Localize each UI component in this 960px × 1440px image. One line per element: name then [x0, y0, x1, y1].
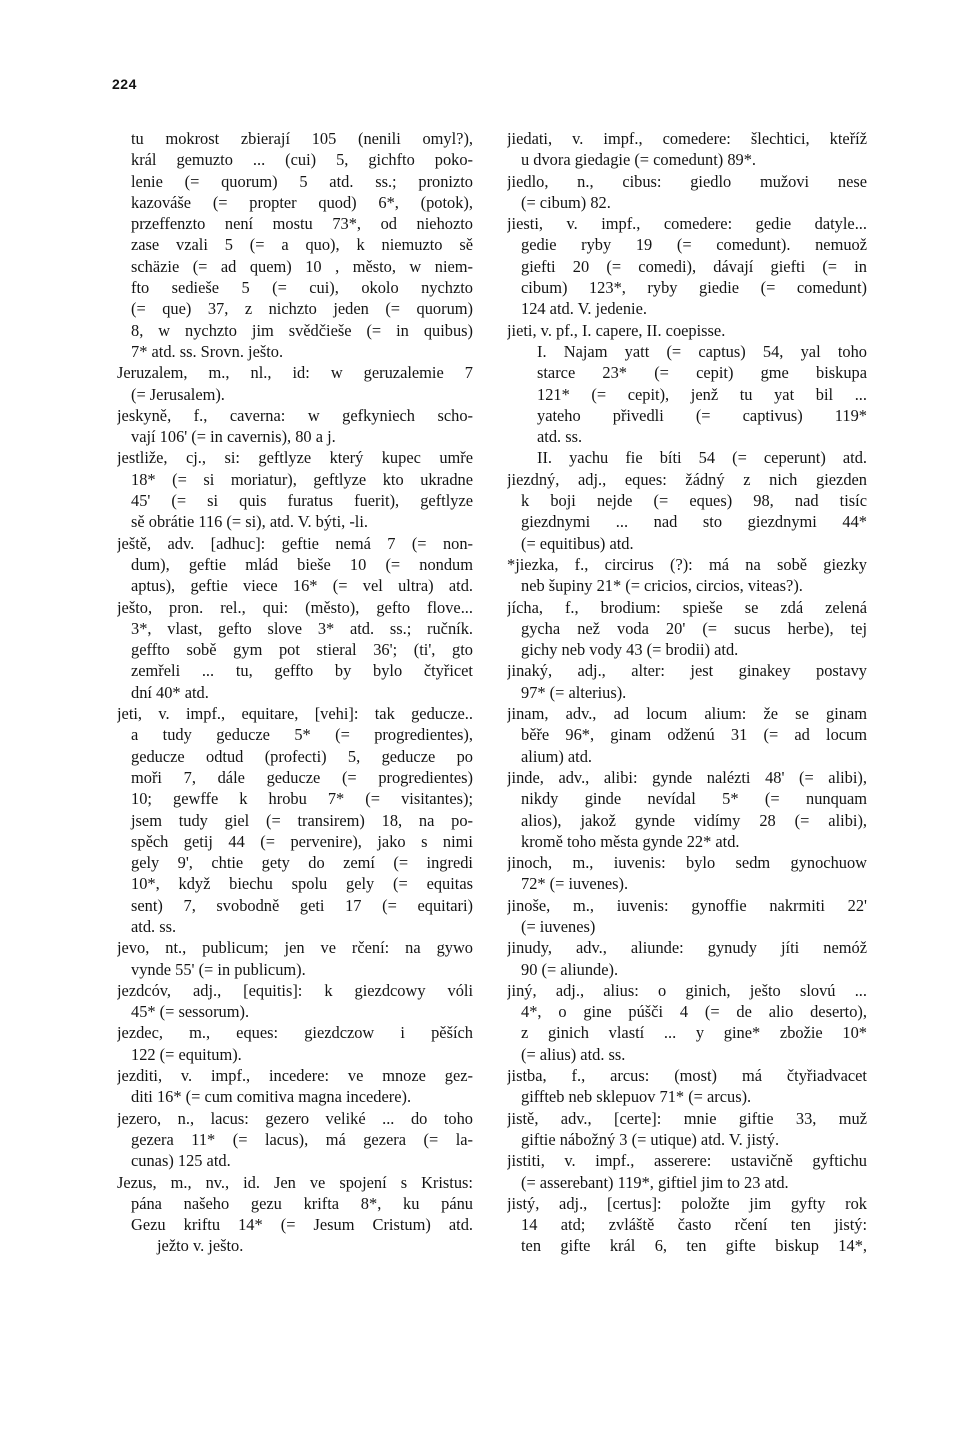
- text-line: 3*, vlast, gefto slove 3* atd. ss.; ručník.: [131, 618, 473, 638]
- text-line: (= que) 37, z nichzto jeden (= quorum): [131, 299, 473, 319]
- text-line: jeti, v. impf., equitare, [vehi]: tak geducze..: [117, 704, 473, 724]
- text-line: jinam, adv., ad locum alium: že se ginam: [507, 704, 867, 724]
- text-line: 124 atd. V. jedenie.: [521, 299, 647, 319]
- text-line: aptus), geftie viece 16* (= vel ultra) atd.: [131, 576, 473, 596]
- text-line: jezdcóv, adj., [equitis]: k giezdcowy vóli: [117, 980, 473, 1000]
- text-line: jiesti, v. impf., comedere: gedie datyle...: [507, 214, 867, 234]
- text-line: *jiezka, f., circirus (?): má na sobě giezky: [507, 554, 867, 574]
- text-line: 10*, když biechu spolu gely (= equitas: [131, 874, 473, 894]
- page-number: 224: [112, 76, 137, 92]
- text-line: vynde 55' (= in publicum).: [131, 959, 306, 979]
- text-line: lenie (= quorum) 5 atd. ss.; pronizto: [131, 171, 473, 191]
- text-line: jinoše, m., iuvenis: gynoffie nakrmiti 22': [507, 895, 867, 915]
- text-line: jezdec, m., eques: giezdczow i pěších: [117, 1023, 473, 1043]
- text-line: gichy neb vody 43 (= brodii) atd.: [521, 640, 739, 660]
- text-line: giezdnymi ... nad sto giezdnymi 44*: [521, 512, 867, 532]
- text-line: 121* (= cepit), jenž tu yat bil ...: [537, 384, 867, 404]
- text-line: k boji nejde (= eques) 98, nad tisíc: [521, 491, 867, 511]
- text-line: diti 16* (= cum comitiva magna incedere).: [131, 1087, 412, 1107]
- text-line: ten gifte král 6, ten gifte biskup 14*,: [521, 1236, 867, 1256]
- text-line: pána našeho gezu krifta 8*, ku pánu: [131, 1193, 473, 1213]
- text-line: yateho přivedli (= captivus) 119*: [537, 405, 867, 425]
- text-line: tu mokrost zbierají 105 (nenili omyl?),: [131, 129, 473, 148]
- text-line: jiedati, v. impf., comedere: šlechtici, kteříž: [507, 129, 867, 148]
- text-line: atd. ss.: [131, 916, 177, 936]
- text-line: 14 atd; zvláště často rčení ten jistý:: [521, 1215, 867, 1235]
- text-line: jinaký, adj., alter: jest ginakey postavy: [507, 661, 867, 681]
- text-line: jinoch, m., iuvenis: bylo sedm gynochuow: [507, 853, 867, 873]
- text-line: giftie nábožný 3 (= utique) atd. V. jistý.: [521, 1129, 780, 1149]
- text-line: 97* (= alterius).: [521, 682, 627, 702]
- text-line: dum), geftie mlád bieše 10 (= nondum: [131, 554, 473, 574]
- text-line: schäzie (= ad quem) 10 , město, w niem-: [131, 256, 473, 276]
- text-line: jieti, v. pf., I. capere, II. coepisse.: [507, 320, 726, 340]
- text-line: Jeruzalem, m., nl., id: w geruzalemie 7: [117, 363, 473, 383]
- text-line: gely 9', chtie gety do zemí (= ingredi: [131, 853, 473, 873]
- text-line: jestliže, cj., si: geftlyze který kupec umře: [117, 448, 473, 468]
- text-line: z ginich vlastí ... y gine* zbožie 10*: [521, 1023, 867, 1043]
- text-line: (= asserebant) 119*, giftiel jim to 23 atd.: [521, 1172, 789, 1192]
- text-line: dní 40* atd.: [131, 682, 209, 702]
- text-line: kromě toho města gynde 22* atd.: [521, 831, 740, 851]
- text-line: jinudy, adv., aliunde: gynudy jíti nemóž: [507, 938, 867, 958]
- text-line: a tudy geducze 5* (= progredientes),: [131, 725, 473, 745]
- text-line: sě obrátie 116 (= si), atd. V. býti, -li.: [131, 512, 369, 532]
- text-line: Jezus, m., nv., id. Jen ve spojení s Kristus:: [117, 1172, 473, 1192]
- text-line: (= equitibus) atd.: [521, 533, 634, 553]
- text-line: jistý, adj., [certus]: položte jim gyfty rok: [507, 1193, 867, 1213]
- text-line: jiedlo, n., cibus: giedlo mužovi nese: [507, 171, 867, 191]
- text-line: starce 23* (= cepit) gme biskupa: [537, 363, 867, 383]
- text-line: spěch getij 44 (= pervenire), jako s nimi: [131, 831, 473, 851]
- text-line: sent) 7, svobodně geti 17 (= equitari): [131, 895, 473, 915]
- text-line: nikdy ginde nevídal 5* (= nunquam: [521, 789, 867, 809]
- text-line: jeskyně, f., caverna: w gefkyniech scho-: [117, 405, 473, 425]
- text-line: 18* (= si moriatur), geftlyze kto ukradne: [131, 469, 473, 489]
- text-line: jistiti, v. impf., asserere: ustavičně gyftichu: [507, 1151, 867, 1171]
- text-line: (= alius) atd. ss.: [521, 1044, 626, 1064]
- text-line: alios), jakož gynde vidímy 28 (= alibi),: [521, 810, 867, 830]
- text-line: II. yachu fie bíti 54 (= ceperunt) atd.: [537, 448, 867, 468]
- right-column: [507, 128, 867, 1257]
- text-line: 4*, o gine púšči 4 (= de alio deserto),: [521, 1002, 867, 1022]
- text-line: I. Najam yatt (= captus) 54, yal toho: [537, 341, 867, 361]
- text-line: 8, w nychzto jim svědčieše (= in quibus): [131, 320, 473, 340]
- text-line: fto sedieše 5 (= cui), okolo nychzto: [131, 278, 473, 298]
- text-line: kazováše (= propter quod) 6*, (potok),: [131, 192, 473, 212]
- text-line: neb šupiny 21* (= cricios, circios, viteas?).: [521, 576, 803, 596]
- text-line: giffteb neb sklepuov 71* (= arcus).: [521, 1087, 752, 1107]
- text-line: jezero, n., lacus: gezero veliké ... do toho: [117, 1108, 473, 1128]
- text-line: král gemuzto ... (cui) 5, gichfto poko-: [131, 150, 473, 170]
- text-line: gycha než voda 20' (= sucus herbe), tej: [521, 618, 867, 638]
- text-line: jinde, adv., alibi: gynde nalézti 48' (= alibi),: [507, 767, 867, 787]
- text-line: jistba, f., arcus: (most) má čtyřiadvacet: [507, 1066, 867, 1086]
- text-line: u dvora giedagie (= comedunt) 89*.: [521, 150, 756, 170]
- text-line: 45' (= si quis furatus fuerit), geftlyze: [131, 491, 473, 511]
- text-line: 10; gewffe k hrobu 7* (= visitantes);: [131, 789, 473, 809]
- text-line: vají 106' (= in cavernis), 80 a j.: [131, 427, 336, 447]
- text-line: gedie ryby 19 (= comedunt). nemuož: [521, 235, 867, 255]
- text-line: ježto v. ješto.: [157, 1236, 244, 1256]
- text-line: jiný, adj., alius: o ginich, ješto slovú ...: [507, 980, 867, 1000]
- text-line: (= Jerusalem).: [131, 384, 225, 404]
- text-line: jiezdný, adj., eques: žádný z nich giezden: [507, 469, 867, 489]
- text-line: moři 7, dále geducze (= progredientes): [131, 767, 473, 787]
- text-line: alium) atd.: [521, 746, 593, 766]
- text-line: giefti 20 (= comedi), dávají giefti (= in: [521, 256, 867, 276]
- text-line: 122 (= equitum).: [131, 1044, 242, 1064]
- text-line: Gezu kriftu 14* (= Jesum Cristum) atd.: [131, 1215, 473, 1235]
- left-column: [117, 128, 473, 1257]
- text-line: 90 (= aliunde).: [521, 959, 619, 979]
- text-line: przeffenzto není mostu 73*, od niehozto: [131, 214, 473, 234]
- text-line: atd. ss.: [537, 427, 583, 447]
- text-line: cunas) 125 atd.: [131, 1151, 231, 1171]
- text-line: zemřeli ... tu, geffto by bylo čtyřicet: [131, 661, 473, 681]
- text-line: jistě, adv., [certe]: mnie giftie 33, muž: [507, 1108, 867, 1128]
- text-line: ještě, adv. [adhuc]: geftie nemá 7 (= non-: [117, 533, 473, 553]
- text-line: jezditi, v. impf., incedere: ve mnoze gez-: [117, 1066, 473, 1086]
- text-line: geffto sobě gym pot stieral 36'; (ti', gto: [131, 640, 473, 660]
- text-line: (= iuvenes): [521, 916, 596, 936]
- text-line: jsem tudy giel (= transirem) 18, na po-: [131, 810, 473, 830]
- text-line: běře 96*, ginam odženú 31 (= ad locum: [521, 725, 867, 745]
- text-line: 72* (= iuvenes).: [521, 874, 629, 894]
- text-line: 7* atd. ss. Srovn. ješto.: [131, 341, 284, 361]
- text-line: (= cibum) 82.: [521, 192, 611, 212]
- text-line: geducze odtud (profecti) 5, geducze po: [131, 746, 473, 766]
- text-line: jícha, f., brodium: spieše se zdá zelená: [507, 597, 867, 617]
- text-line: jevo, nt., publicum; jen ve rčení: na gywo: [117, 938, 473, 958]
- text-line: gezera 11* (= lacus), má gezera (= la-: [131, 1129, 473, 1149]
- text-line: zase vzali 5 (= a quo), k niemuzto sě: [131, 235, 473, 255]
- text-line: 45* (= sessorum).: [131, 1002, 250, 1022]
- text-line: cibum) 123*, ryby giedie (= comedunt): [521, 278, 867, 298]
- text-line: ješto, pron. rel., qui: (město), gefto flove...: [117, 597, 473, 617]
